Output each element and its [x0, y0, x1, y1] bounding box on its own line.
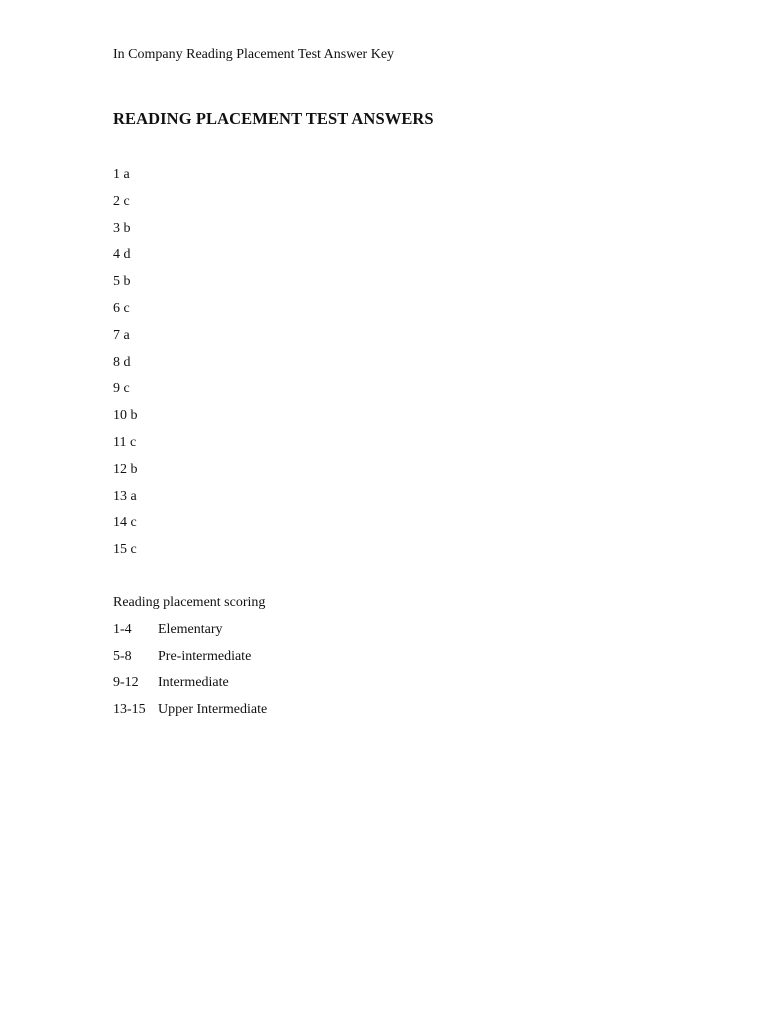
answer-item: 11 c [113, 434, 137, 450]
answer-item: 6 c [113, 300, 130, 316]
scoring-row [113, 673, 267, 700]
answer-item: 15 c [113, 542, 137, 558]
answer-item: 9 c [113, 381, 130, 397]
scoring-row [113, 620, 267, 647]
answer-item: 14 c [113, 515, 137, 531]
answer-item: 7 a [113, 327, 130, 343]
score-range: 1-4 [113, 622, 132, 637]
level-name: Intermediate [158, 675, 229, 691]
answer-item: 4 d [113, 247, 131, 263]
page-header: In Company Reading Placement Test Answer Key [113, 47, 395, 62]
answer-item: 1 a [113, 167, 130, 182]
scoring-heading: Reading placement scoring [113, 595, 266, 610]
score-range: 9-12 [113, 675, 139, 691]
answer-item: 2 c [113, 193, 130, 209]
score-range: 13-15 [113, 701, 146, 717]
answer-item: 12 b [113, 461, 138, 477]
answer-item: 10 b [113, 408, 138, 424]
scoring-row [113, 647, 267, 674]
score-range: 5-8 [113, 648, 132, 664]
level-name: Upper Intermediate [158, 701, 268, 717]
answer-item: 8 d [113, 354, 131, 370]
scoring-table [113, 620, 267, 726]
scoring-row [113, 700, 267, 727]
answer-item: 5 b [113, 274, 131, 290]
document-title: READING PLACEMENT TEST ANSWERS [113, 109, 434, 128]
answer-item: 13 a [113, 488, 137, 504]
answer-item: 3 b [113, 220, 131, 236]
level-name: Pre-intermediate [158, 648, 252, 664]
answer-list [113, 165, 138, 567]
level-name: Elementary [158, 622, 223, 637]
